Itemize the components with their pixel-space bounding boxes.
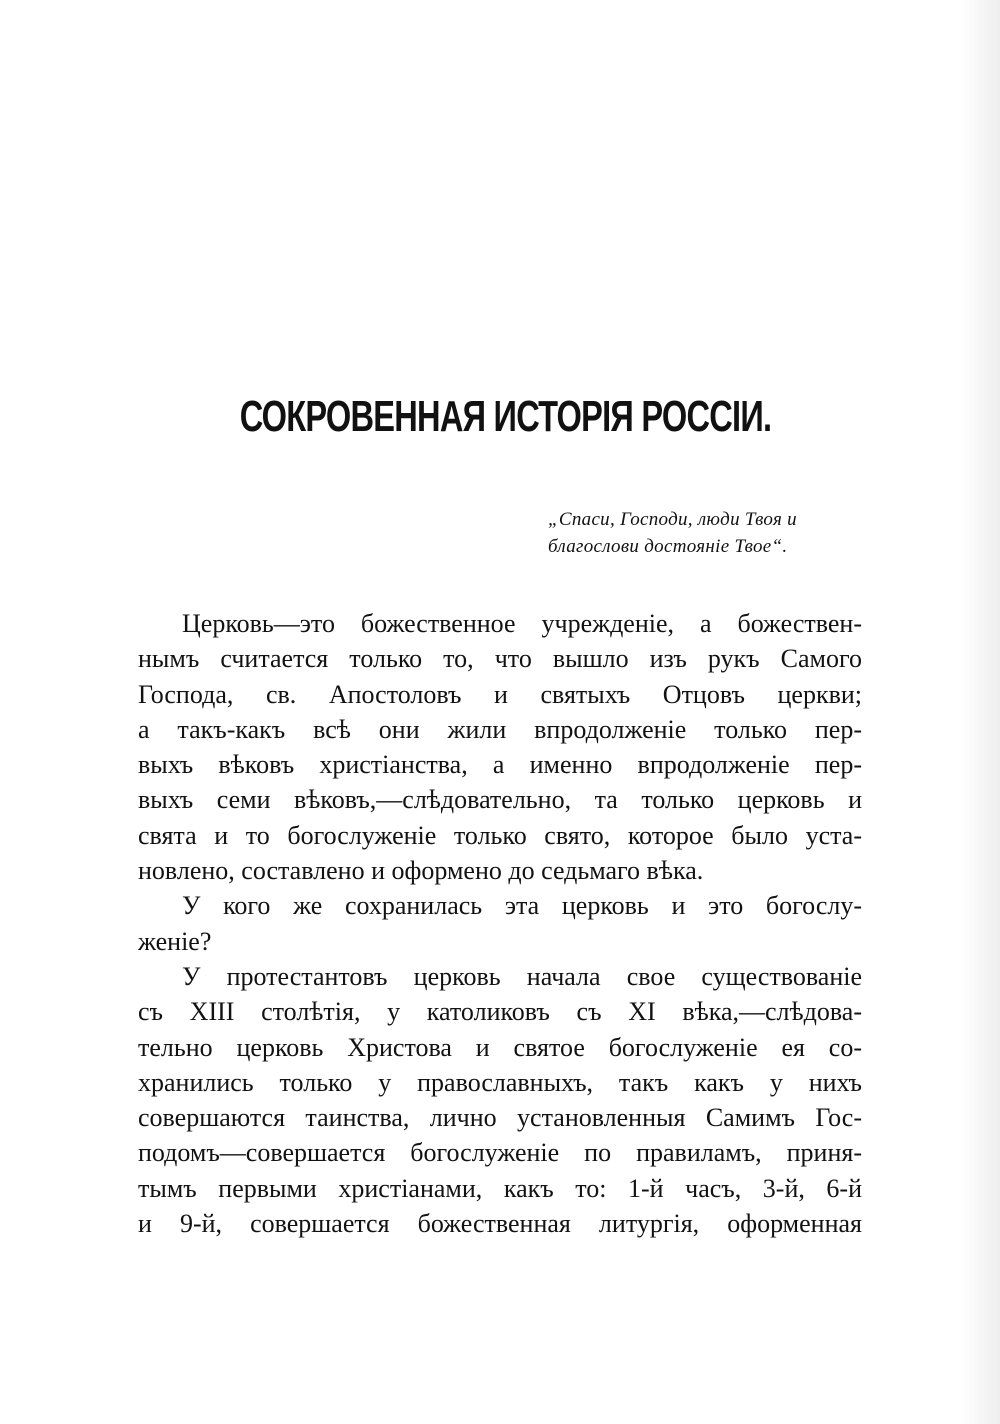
text-line: и 9-й, совершается божественная литургія, оформенная (138, 1209, 862, 1239)
body-text (138, 606, 862, 1241)
text-line: а такъ-какъ всѣ они жили впродолженіе только пер- (138, 714, 862, 744)
epigraph-line: „Спаси, Господи, люди Твоя и (548, 509, 797, 530)
text-line: совершаются таинства, лично установленныя Самимъ Гос- (138, 1103, 862, 1133)
text-line: Господа, св. Апостоловъ и святыхъ Отцовъ церкви; (138, 679, 862, 709)
text-line: женіе? (138, 926, 212, 956)
text-line: подомъ—совершается богослуженіе по правиламъ, приня- (138, 1138, 862, 1168)
text-line: У протестантовъ церковь начала свое существованіе (182, 961, 862, 991)
page-edge-shadow (960, 0, 1000, 1424)
text-line: тельно церковь Христова и святое богослуженіе ея со- (138, 1032, 862, 1062)
text-line: нымъ считается только то, что вышло изъ рукъ Самого (138, 644, 862, 674)
text-line: Церковь—это божественное учрежденіе, а божествен- (182, 609, 862, 638)
text-line: У кого же сохранилась эта церковь и это богослу- (182, 891, 862, 921)
text-line: свята и то богослуженіе только свято, которое было уста- (138, 820, 862, 850)
text-line: хранились только у православныхъ, такъ какъ у нихъ (138, 1067, 862, 1097)
text-line: съ XIII столѣтія, у католиковъ съ XI вѣка,—слѣдова- (138, 997, 862, 1027)
chapter-title: СОКРОВЕННАЯ ИСТОРІЯ РОССІИ. (239, 392, 772, 441)
epigraph-line: благослови достояніе Твое“. (548, 536, 788, 557)
text-line: новлено, составлено и оформено до седьмаго вѣка. (138, 856, 704, 886)
text-line: выхъ семи вѣковъ,—слѣдовательно, та только церковь и (138, 785, 862, 815)
text-line: выхъ вѣковъ христіанства, а именно впродолженіе пер- (138, 750, 862, 780)
epigraph (548, 506, 868, 560)
text-line: тымъ первыми христіанами, какъ то: 1-й часъ, 3-й, 6-й (138, 1173, 862, 1203)
